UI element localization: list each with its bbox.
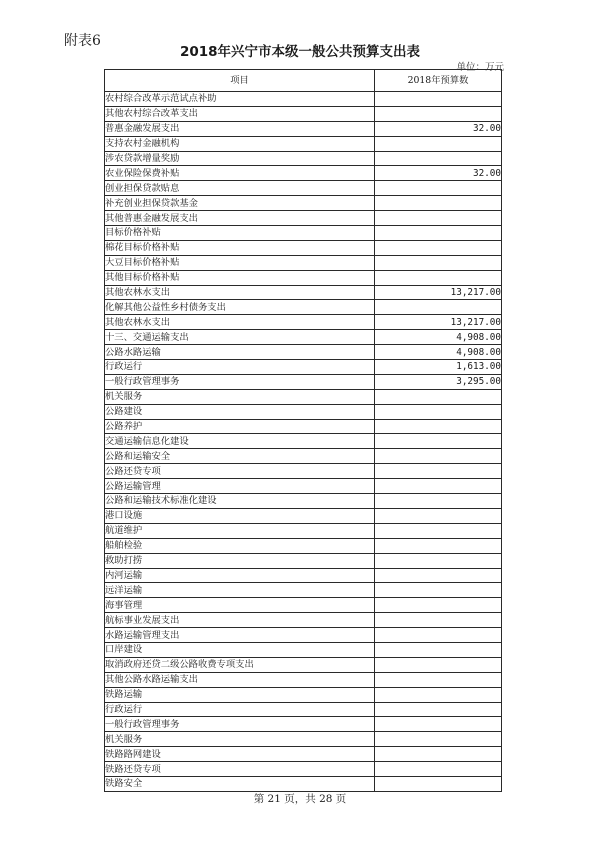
row-item: 公路还贷专项 (105, 464, 375, 479)
row-value (375, 240, 502, 255)
row-value (375, 762, 502, 777)
row-item: 创业担保贷款贴息 (105, 181, 375, 196)
row-item: 铁路运输 (105, 687, 375, 702)
row-item: 机关服务 (105, 389, 375, 404)
row-value (375, 255, 502, 270)
row-value (375, 702, 502, 717)
row-value (375, 181, 502, 196)
row-value (375, 464, 502, 479)
page-title: 2018年兴宁市本级一般公共预算支出表 (179, 44, 421, 60)
row-value: 13,217.00 (375, 285, 502, 300)
row-value (375, 776, 502, 791)
row-value: 13,217.00 (375, 315, 502, 330)
table-row (105, 255, 502, 270)
row-value: 32.00 (375, 166, 502, 181)
row-value (375, 538, 502, 553)
table-row (105, 404, 502, 419)
table-row (105, 226, 502, 241)
row-value (375, 613, 502, 628)
row-item: 其他农村综合改革支出 (105, 106, 375, 121)
row-item: 行政运行 (105, 702, 375, 717)
table-row (105, 434, 502, 449)
row-item: 铁路安全 (105, 776, 375, 791)
table-row (105, 166, 502, 181)
table-row (105, 479, 502, 494)
table-header-row (105, 70, 502, 92)
table-row (105, 315, 502, 330)
row-item: 农业保险保费补贴 (105, 166, 375, 181)
table-row (105, 538, 502, 553)
table-row (105, 717, 502, 732)
table-row (105, 583, 502, 598)
budget-table (104, 69, 502, 792)
row-item: 公路养护 (105, 419, 375, 434)
row-value (375, 419, 502, 434)
table-row (105, 360, 502, 375)
table-row (105, 628, 502, 643)
row-value (375, 553, 502, 568)
row-item: 行政运行 (105, 360, 375, 375)
row-value (375, 494, 502, 509)
row-value (375, 479, 502, 494)
table-row (105, 121, 502, 136)
row-value (375, 747, 502, 762)
row-item: 航标事业发展支出 (105, 613, 375, 628)
table-row (105, 196, 502, 211)
row-item: 棉花目标价格补贴 (105, 240, 375, 255)
table-row (105, 181, 502, 196)
row-value (375, 136, 502, 151)
row-item: 内河运输 (105, 568, 375, 583)
row-value: 32.00 (375, 121, 502, 136)
table-row (105, 776, 502, 791)
table-row (105, 330, 502, 345)
row-value (375, 657, 502, 672)
table-row (105, 449, 502, 464)
row-value (375, 598, 502, 613)
row-value (375, 151, 502, 166)
row-item: 其他农林水支出 (105, 315, 375, 330)
attachment-label: 附表6 (64, 33, 101, 49)
page-footer: 第 21 页，共 28 页 (253, 793, 347, 805)
row-value (375, 508, 502, 523)
table-row (105, 508, 502, 523)
table-row (105, 762, 502, 777)
row-value (375, 687, 502, 702)
row-value: 4,908.00 (375, 330, 502, 345)
row-item: 公路建设 (105, 404, 375, 419)
row-item: 普惠金融发展支出 (105, 121, 375, 136)
header-item: 项目 (105, 70, 375, 92)
row-item: 一般行政管理事务 (105, 717, 375, 732)
table-row (105, 687, 502, 702)
table-row (105, 494, 502, 509)
table-row (105, 92, 502, 107)
row-item: 支持农村金融机构 (105, 136, 375, 151)
row-item: 公路水路运输 (105, 345, 375, 360)
table-row (105, 270, 502, 285)
row-item: 补充创业担保贷款基金 (105, 196, 375, 211)
row-value (375, 226, 502, 241)
row-item: 口岸建设 (105, 642, 375, 657)
row-value (375, 92, 502, 107)
row-value: 4,908.00 (375, 345, 502, 360)
row-value (375, 449, 502, 464)
table-row (105, 732, 502, 747)
table-row (105, 211, 502, 226)
row-item: 其他普惠金融发展支出 (105, 211, 375, 226)
row-item: 公路和运输安全 (105, 449, 375, 464)
row-item: 其他公路水路运输支出 (105, 672, 375, 687)
row-item: 港口设施 (105, 508, 375, 523)
table-row (105, 419, 502, 434)
table-row (105, 136, 502, 151)
table-row (105, 345, 502, 360)
row-item: 远洋运输 (105, 583, 375, 598)
row-value (375, 196, 502, 211)
table-row (105, 598, 502, 613)
row-item: 航道维护 (105, 523, 375, 538)
row-item: 机关服务 (105, 732, 375, 747)
header-value: 2018年预算数 (375, 70, 502, 92)
row-item: 铁路路网建设 (105, 747, 375, 762)
row-item: 大豆目标价格补贴 (105, 255, 375, 270)
table-row (105, 523, 502, 538)
row-item: 救助打捞 (105, 553, 375, 568)
row-item: 船舶检验 (105, 538, 375, 553)
row-item: 一般行政管理事务 (105, 374, 375, 389)
row-value (375, 642, 502, 657)
row-item: 公路运输管理 (105, 479, 375, 494)
row-value (375, 568, 502, 583)
table-row (105, 240, 502, 255)
table-row (105, 642, 502, 657)
row-value (375, 628, 502, 643)
row-item: 目标价格补贴 (105, 226, 375, 241)
row-item: 农村综合改革示范试点补助 (105, 92, 375, 107)
table-row (105, 553, 502, 568)
row-item: 其他农林水支出 (105, 285, 375, 300)
row-item: 化解其他公益性乡村债务支出 (105, 300, 375, 315)
table-row (105, 389, 502, 404)
row-value (375, 523, 502, 538)
row-item: 十三、交通运输支出 (105, 330, 375, 345)
row-value (375, 583, 502, 598)
row-item: 交通运输信息化建设 (105, 434, 375, 449)
row-value (375, 717, 502, 732)
row-item: 海事管理 (105, 598, 375, 613)
row-value (375, 732, 502, 747)
row-value (375, 672, 502, 687)
row-value (375, 211, 502, 226)
table-row (105, 285, 502, 300)
table-row (105, 106, 502, 121)
row-value (375, 106, 502, 121)
table-row (105, 747, 502, 762)
row-value (375, 404, 502, 419)
row-item: 取消政府还贷二级公路收费专项支出 (105, 657, 375, 672)
table-row (105, 151, 502, 166)
row-value (375, 270, 502, 285)
row-value: 1,613.00 (375, 360, 502, 375)
row-item: 公路和运输技术标准化建设 (105, 494, 375, 509)
table-row (105, 613, 502, 628)
table-row (105, 672, 502, 687)
table-row (105, 464, 502, 479)
row-value: 3,295.00 (375, 374, 502, 389)
unit-label: 单位：万元 (456, 62, 504, 73)
row-item: 其他目标价格补贴 (105, 270, 375, 285)
table-row (105, 568, 502, 583)
table-row (105, 374, 502, 389)
table-row (105, 702, 502, 717)
row-item: 涉农贷款增量奖励 (105, 151, 375, 166)
table-row (105, 657, 502, 672)
row-item: 铁路还贷专项 (105, 762, 375, 777)
row-value (375, 389, 502, 404)
row-value (375, 434, 502, 449)
row-item: 水路运输管理支出 (105, 628, 375, 643)
row-value (375, 300, 502, 315)
table-row (105, 300, 502, 315)
